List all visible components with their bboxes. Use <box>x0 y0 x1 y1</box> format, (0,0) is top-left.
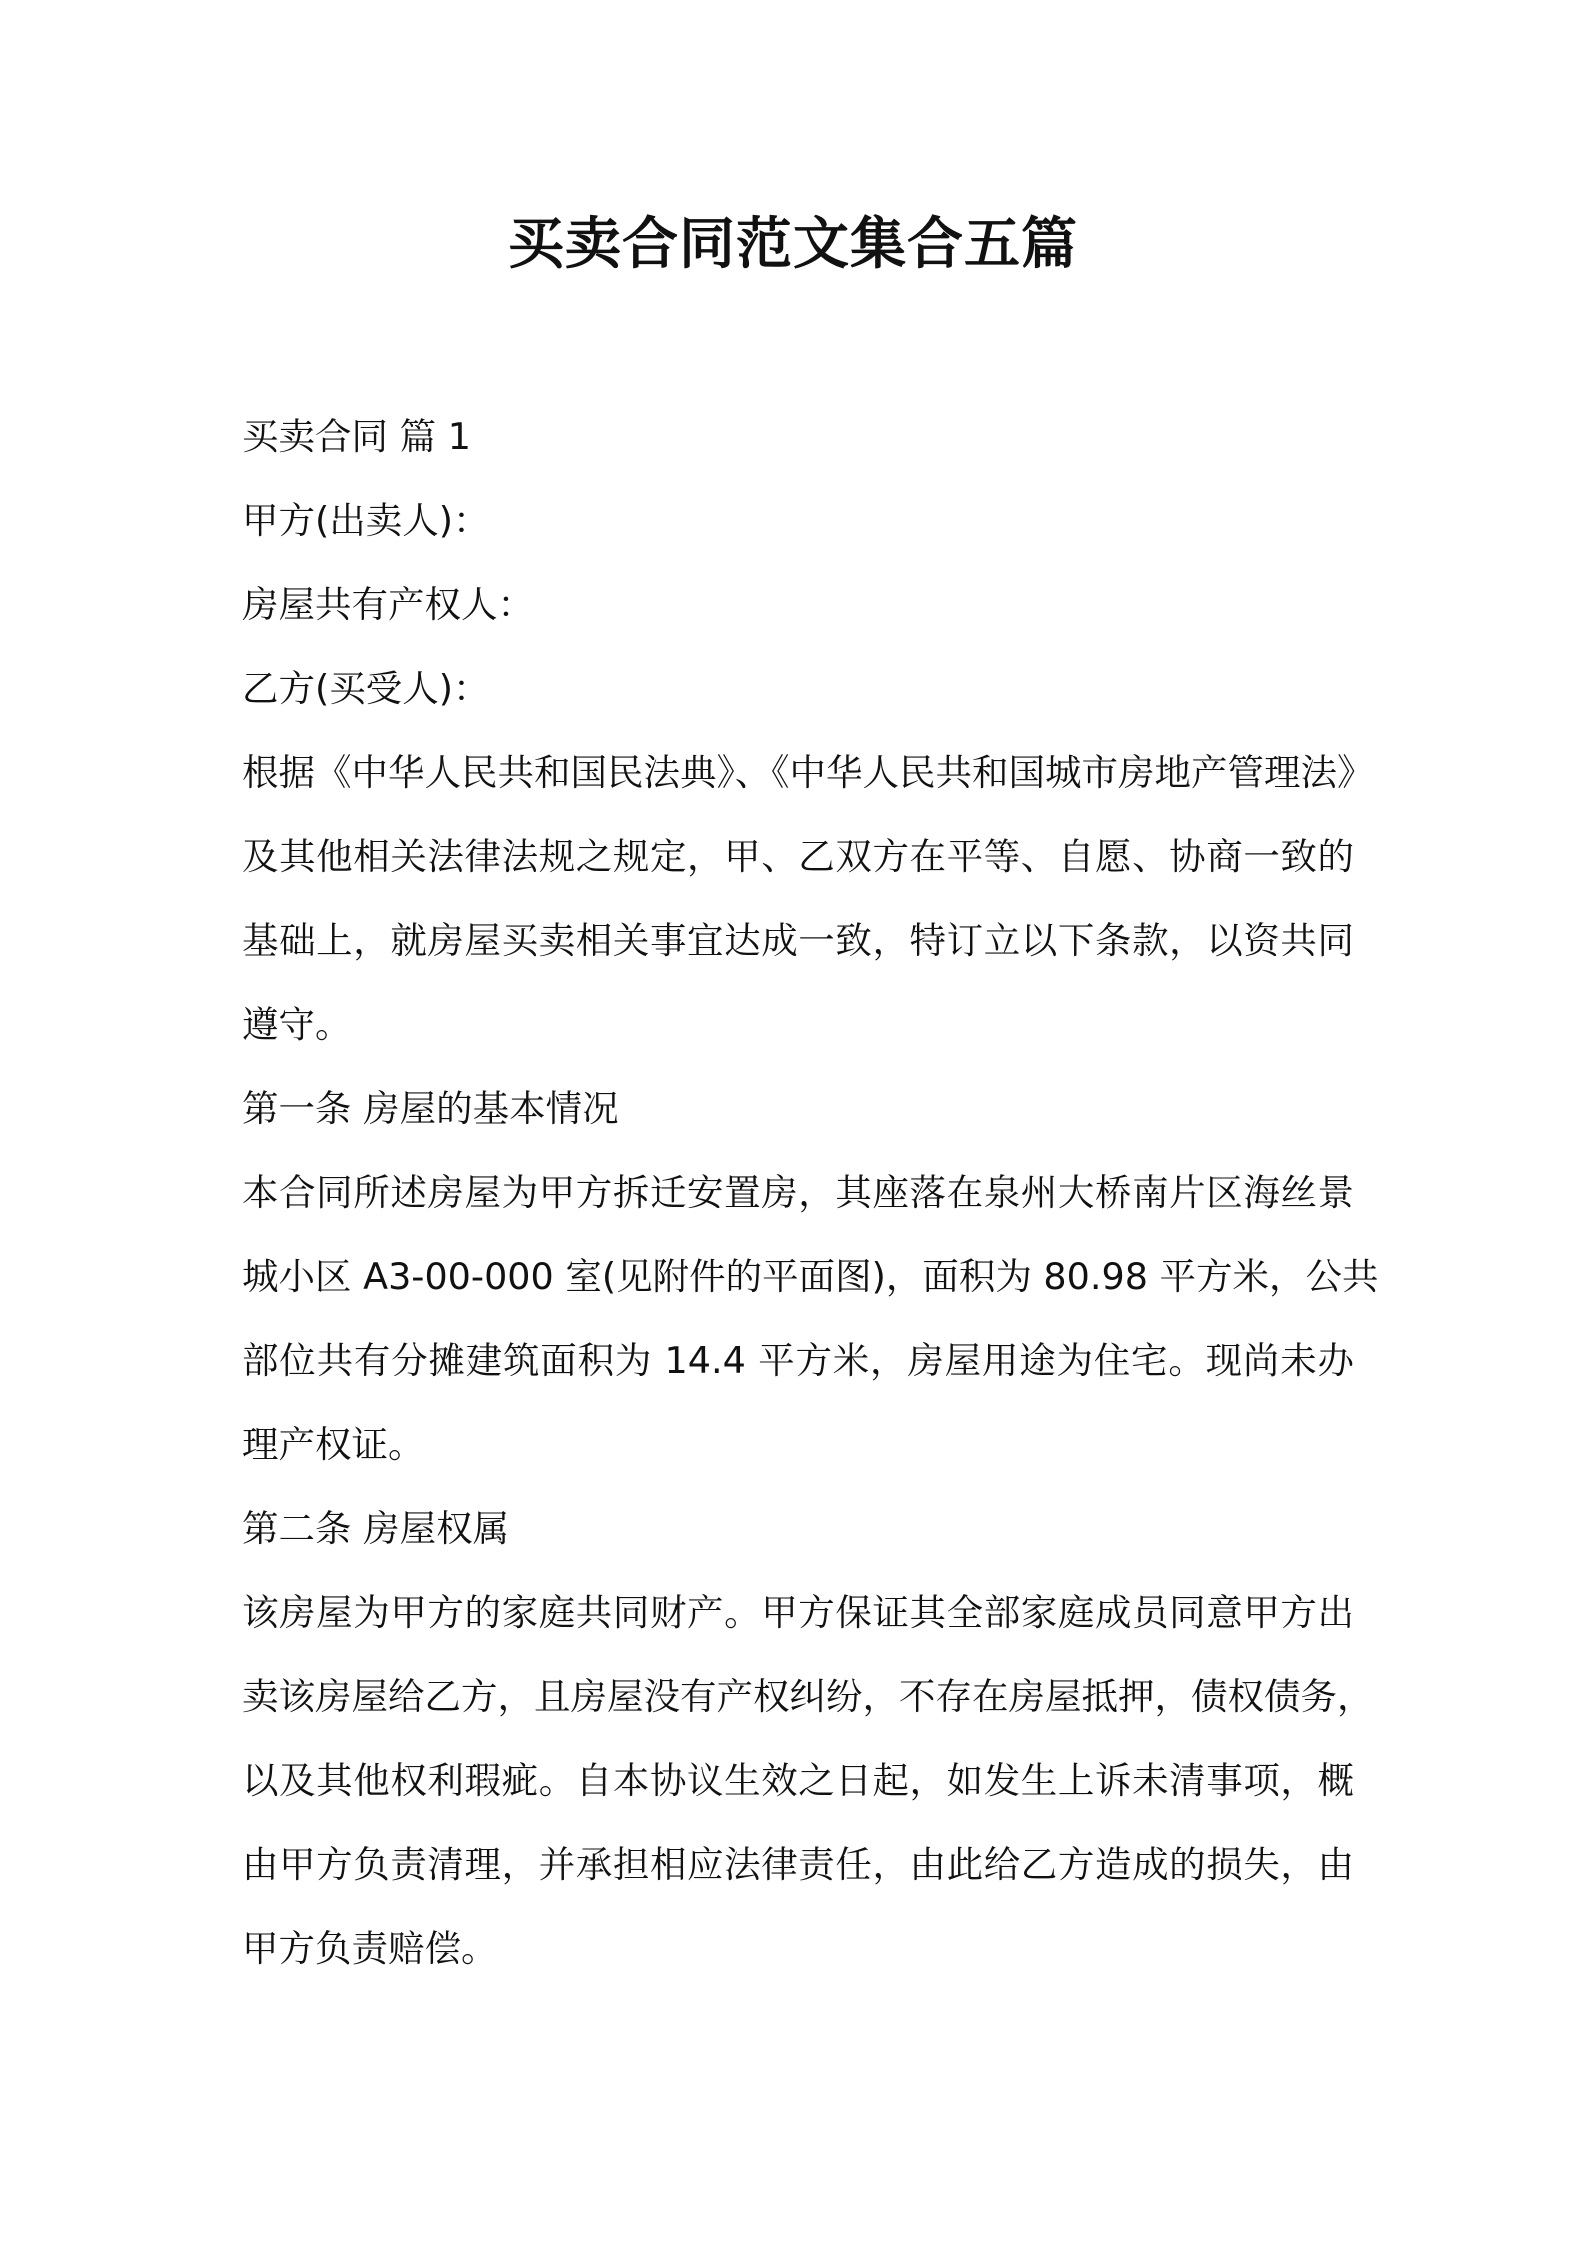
article2-line: 以及其他权利瑕疵。自本协议生效之日起，如发生上诉未清事项，概 <box>242 1759 1354 1802</box>
preamble-line: 及其他相关法律法规之规定，甲、乙双方在平等、自愿、协商一致的 <box>242 835 1354 878</box>
article1-line: 理产权证。 <box>242 1423 425 1466</box>
article2-line: 卖该房屋给乙方，且房屋没有产权纠纷，不存在房屋抵押，债权债务， <box>242 1675 1374 1718</box>
article1-heading: 第一条 房屋的基本情况 <box>242 1087 619 1130</box>
preamble-line: 根据《中华人民共和国民法典》、《中华人民共和国城市房地产管理法》 <box>242 751 1374 794</box>
document-title: 买卖合同范文集合五篇 <box>508 212 1078 277</box>
article2-line: 该房屋为甲方的家庭共同财产。甲方保证其全部家庭成员同意甲方出 <box>242 1591 1354 1634</box>
preamble-paragraph <box>242 731 1374 1067</box>
preamble-line: 基础上，就房屋买卖相关事宜达成一致，特订立以下条款，以资共同 <box>242 919 1354 962</box>
preamble-line: 遵守。 <box>242 1003 352 1046</box>
article2-paragraph <box>242 1571 1374 1991</box>
party-a-label: 甲方(出卖人)： <box>242 499 490 542</box>
article1-line: 部位共有分摊建筑面积为 14.4 平方米，房屋用途为住宅。现尚未办 <box>242 1339 1354 1382</box>
article1-line: 城小区 A3-00-000 室(见附件的平面图)，面积为 80.98 平方米，公共 <box>242 1255 1379 1298</box>
section-heading: 买卖合同 篇 1 <box>242 415 471 458</box>
article2-line: 由甲方负责清理，并承担相应法律责任，由此给乙方造成的损失，由 <box>242 1843 1354 1886</box>
co-owner-label: 房屋共有产权人： <box>242 583 534 626</box>
article1-line: 本合同所述房屋为甲方拆迁安置房，其座落在泉州大桥南片区海丝景 <box>242 1171 1354 1214</box>
document-body <box>242 395 1379 1991</box>
party-b-label: 乙方(买受人)： <box>242 667 490 710</box>
article1-paragraph <box>242 1151 1379 1487</box>
article2-line: 甲方负责赔偿。 <box>242 1927 498 1970</box>
article2-heading: 第二条 房屋权属 <box>242 1507 510 1550</box>
